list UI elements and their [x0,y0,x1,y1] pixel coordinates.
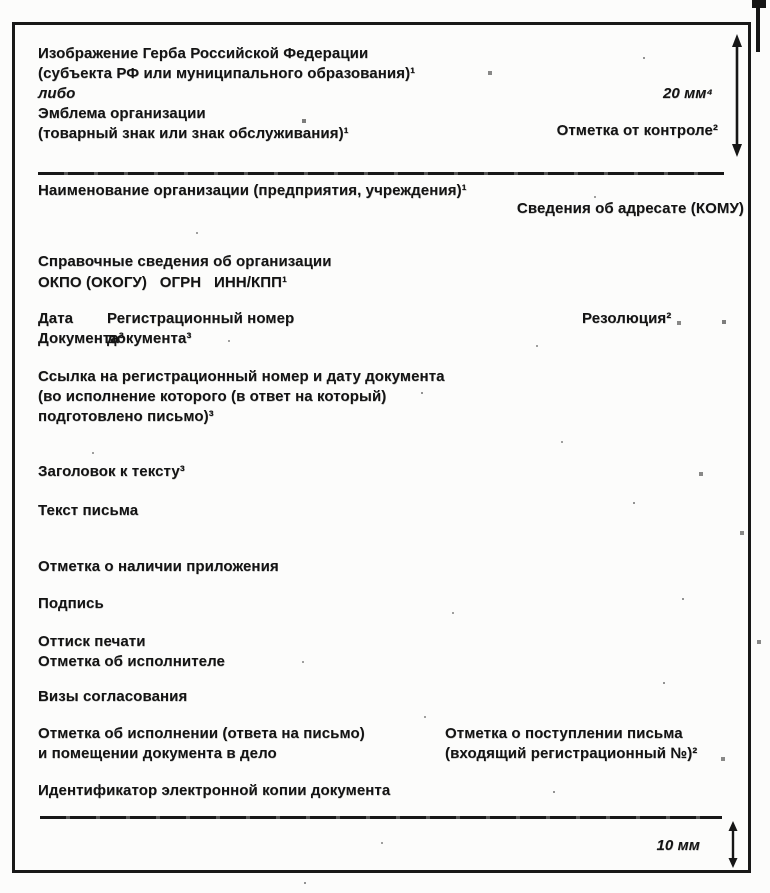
letter-text-label: Текст письма [38,502,139,519]
reference-line-1: Ссылка на регистрационный номер и дату документа [38,368,445,385]
scan-artifact-corner [752,0,766,8]
receipt-mark-line2: (входящий регистрационный №)² [445,745,698,762]
emblem-line-1: Изображение Герба Российской Федерации [38,45,369,62]
date-label-line2: Документа³ [38,330,124,347]
approval-visas-label: Визы согласования [38,688,188,705]
date-label-line1: Дата [38,310,74,327]
regnum-label-line1: Регистрационный номер [107,310,295,327]
scan-noise-speckles [0,0,2,2]
top-margin-dimension-label: 20 мм⁴ [662,85,713,102]
executor-mark-label: Отметка об исполнителе [38,653,225,670]
org-info-title: Справочные сведения об организации [38,253,332,270]
footer-separator-rule [40,816,722,819]
org-name-label: Наименование организации (предприятия, учреждения)¹ [38,182,467,199]
subject-label: Заголовок к тексту³ [38,463,185,480]
top-margin-arrow-icon [729,34,745,157]
header-separator-rule [38,172,724,175]
reference-line-2: (во исполнение которого (в ответ на который) [38,388,387,405]
execution-mark-line1: Отметка об исполнении (ответа на письмо) [38,725,365,742]
emblem-line-4: Эмблема организации [38,105,206,122]
e-copy-id-label: Идентификатор электронной копии документа [38,782,391,799]
seal-label: Оттиск печати [38,633,146,650]
attachment-mark-label: Отметка о наличии приложения [38,558,279,575]
receipt-mark-line1: Отметка о поступлении письма [445,725,683,742]
control-mark-label: Отметка от контроле² [556,122,718,139]
emblem-line-2: (субъекта РФ или муниципального образования)¹ [38,65,416,82]
emblem-line-5: (товарный знак или знак обслуживания)¹ [38,125,349,142]
bottom-margin-dimension-label: 10 мм [656,837,700,854]
emblem-line-either: либо [38,85,76,102]
bottom-margin-arrow-icon [726,821,740,868]
resolution-label: Резолюция² [582,310,672,327]
execution-mark-line2: и помещении документа в дело [38,745,277,762]
scan-artifact-edge [756,8,760,52]
signature-label: Подпись [38,595,104,612]
regnum-label-line2: документа³ [107,330,192,347]
org-codes-label: ОКПО (ОКОГУ) ОГРН ИНН/КПП¹ [38,274,288,291]
reference-line-3: подготовлено письмо)³ [38,408,214,425]
addressee-label: Сведения об адресате (КОМУ) [516,200,744,217]
